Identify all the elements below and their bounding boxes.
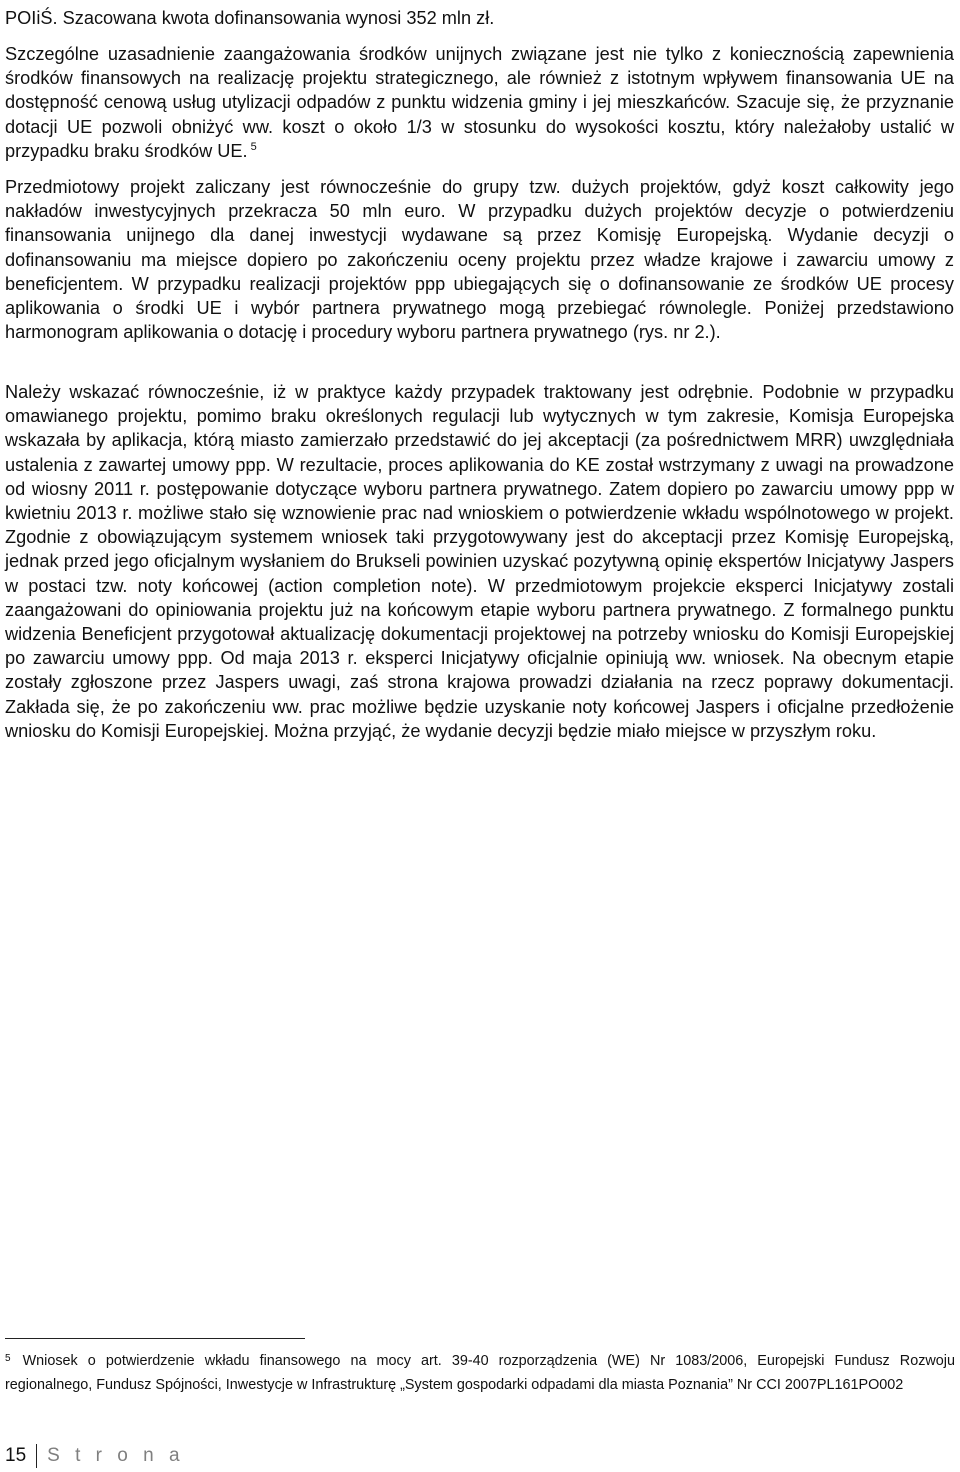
footnote [5, 1350, 955, 1397]
paragraph-1-text: Szczególne uzasadnienie zaangażowania środków unijnych związane jest nie tylko z koniecznością zapewnienia środków finansowych na realizację projektu strategicznego, ale również z istotnym wpływem finansowania UE na dostępność cenową usług utylizacji odpadów z punktu widzenia gminy i jej mieszkańców. Szacuje się, że przyznanie dotacji UE pozwoli obniżyć ww. koszt o około 1/3 w stosunku do wysokości kosztu, który należałoby ustalić w przypadku braku środków UE. [5, 44, 954, 161]
footnote-number: 5 [5, 1353, 11, 1364]
paragraph-3: Należy wskazać równocześnie, iż w praktyce każdy przypadek traktowany jest odrębnie. Podobnie w przypadku omawianego projektu, pomimo braku określonych regulacji lub wytycznych w tym zakresie, Komisja Europejska wskazała by aplikacja, którą miasto zamierzało przedstawić do jej akceptacji (za pośrednictwem MRR) uwzględniała ustalenia z zawartej umowy ppp. W rezultacie, proces aplikowania do KE został wstrzymany z uwagi na prowadzone od wiosny 2011 r. postępowanie dotyczące wyboru partnera prywatnego. Zatem dopiero po zawarciu umowy ppp w kwietniu 2013 r. możliwe stało się wznowienie prac nad wnioskiem o potwierdzenie wkładu wspólnotowego w projekt. Zgodnie z obowiązującym systemem wniosek taki przygotowywany jest do akceptacji przez Komisję Europejską, jednak przed jego oficjalnym wysłaniem do Brukseli powinien uzyskać pozytywną opinię ekspertów Inicjatywy Jaspers w postaci tzw. noty końcowej (action completion note). W przedmiotowym projekcie eksperci Inicjatywy zostali zaangażowani do opiniowania projektu już na końcowym etapie wyboru partnera prywatnego. Z formalnego punktu widzenia Beneficjent przygotował aktualizację dokumentacji projektowej na potrzeby wniosku do Komisji Europejskiej po zawarciu umowy ppp. Od maja 2013 r. eksperci Inicjatywy oficjalnie opiniują ww. wniosek. Na obecnym etapie zostały zgłoszone przez Jaspers uwagi, zaś strona krajowa prowadzi działania na rzecz poprawy dokumentacji. Zakłada się, że po zakończeniu ww. prac możliwe będzie uzyskanie noty końcowej Jaspers i oficjalne przedłożenie wniosku do Komisji Europejskiej. Można przyjąć, że wydanie decyzji będzie miało miejsce w przyszłym roku. [5, 382, 954, 741]
page-footer-divider [36, 1444, 37, 1468]
paragraph-1 [5, 42, 954, 163]
footnote-text: Wniosek o potwierdzenie wkładu finansowego na mocy art. 39-40 rozporządzenia (WE) Nr 1083/2006, Europejski Fundusz Rozwoju regionalnego, Fundusz Spójności, Inwestycje w Infrastrukturę „System gospodarki odpadami dla miasta Poznania” Nr CCI 2007PL161PO002 [5, 1353, 955, 1393]
page-word: S t r o n a [47, 1445, 185, 1466]
footnote-separator [5, 1338, 305, 1339]
page-number: 15 [5, 1445, 27, 1466]
top-line: POIiŚ. Szacowana kwota dofinansowania wynosi 352 mln zł. [5, 8, 495, 28]
paragraph-2: Przedmiotowy projekt zaliczany jest równocześnie do grupy tzw. dużych projektów, gdyż koszt całkowity jego nakładów inwestycyjnych przekracza 50 mln euro. W przypadku dużych projektów decyzje o potwierdzeniu finansowania unijnego dla danej inwestycji wydawane są przez Komisję Europejską. Wydanie decyzji o dofinansowaniu ma miejsce dopiero po zakończeniu oceny projektu przez władze krajowe i zawarciu umowy z beneficjentem. W przypadku realizacji projektów ppp ubiegających się o dofinansowanie ze środków UE procesy aplikowania o środki UE i wybór partnera prywatnego mogą przebiegać równolegle. Poniżej przedstawiono harmonogram aplikowania o dotację i procedury wyboru partnera prywatnego (rys. nr 2.). [5, 177, 954, 343]
footnote-reference[interactable]: 5 [250, 140, 257, 153]
page-footer [5, 1444, 185, 1468]
